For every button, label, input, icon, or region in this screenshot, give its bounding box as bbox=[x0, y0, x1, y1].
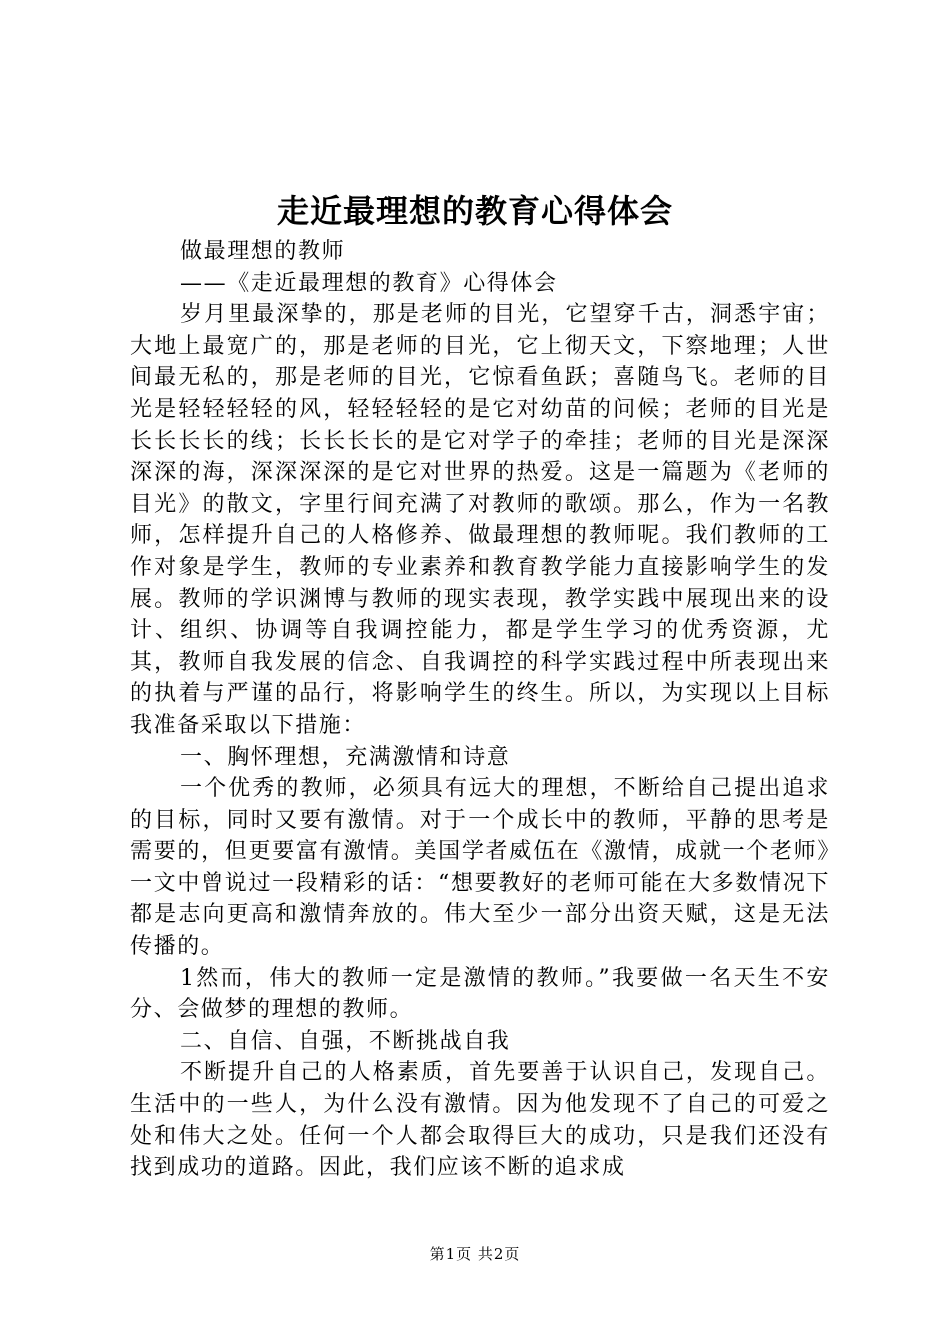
section-heading: 一、胸怀理想，充满激情和诗意 bbox=[180, 744, 511, 770]
document-body bbox=[130, 236, 830, 1184]
subtitle-line: 做最理想的教师 bbox=[180, 239, 346, 264]
subtitle-dash-line: ——《走近最理想的教育》心得体会 bbox=[180, 270, 558, 296]
body-paragraph: 1然而，伟大的教师一定是激情的教师。”我要做一名天生不安分、会做梦的理想的教师。 bbox=[130, 965, 830, 1023]
document-title: 走近最理想的教育心得体会 bbox=[276, 192, 673, 230]
body-paragraph: 一个优秀的教师，必须具有远大的理想，不断给自己提出追求的目标，同时又要有激情。对于一个成长中的教师，平静的思考是需要的，但更要富有激情。美国学者威伍在《激情，成就一个老师》一文中曾说过一段精彩的话：“想要教好的老师可能在大多数情况下都是志向更高和激情奔放的。伟大至少一部分出资天赋，这是无法传播的。 bbox=[130, 776, 830, 960]
section-heading: 二、自信、自强，不断挑战自我 bbox=[180, 1028, 511, 1054]
body-paragraph: 不断提升自己的人格素质，首先要善于认识自己，发现自己。生活中的一些人，为什么没有激情。因为他发现不了自己的可爱之处和伟大之处。任何一个人都会取得巨大的成功，只是我们还没有找到成功的道路。因此，我们应该不断的追求成 bbox=[130, 1060, 830, 1181]
body-paragraph: 岁月里最深挚的，那是老师的目光，它望穿千古，洞悉宇宙；大地上最宽广的，那是老师的目光，它上彻天文，下察地理；人世间最无私的，那是老师的目光，它惊看鱼跃；喜随鸟飞。老师的目光是轻轻轻轻的风，轻轻轻轻的是它对幼苗的问候；老师的目光是长长长长的线；长长长长的是它对学子的牵挂；老师的目光是深深深深的海，深深深深的是它对世界的热爱。这是一篇题为《老师的目光》的散文，字里行间充满了对教师的歌颂。那么，作为一名教师，怎样提升自己的人格修养、做最理想的教师呢。我们教师的工作对象是学生，教师的专业素养和教育教学能力直接影响学生的发展。教师的学识渊博与教师的现实表现，教学实践中展现出来的设计、组织、协调等自我调控能力，都是学生学习的优秀资源，尤其，教师自我发展的信念、自我调控的科学实践过程中所表现出来的执着与严谨的品行，将影响学生的终生。所以，为实现以上目标我准备采取以下措施： bbox=[130, 302, 830, 738]
page-footer: 第1页 共2页 bbox=[429, 1245, 521, 1263]
